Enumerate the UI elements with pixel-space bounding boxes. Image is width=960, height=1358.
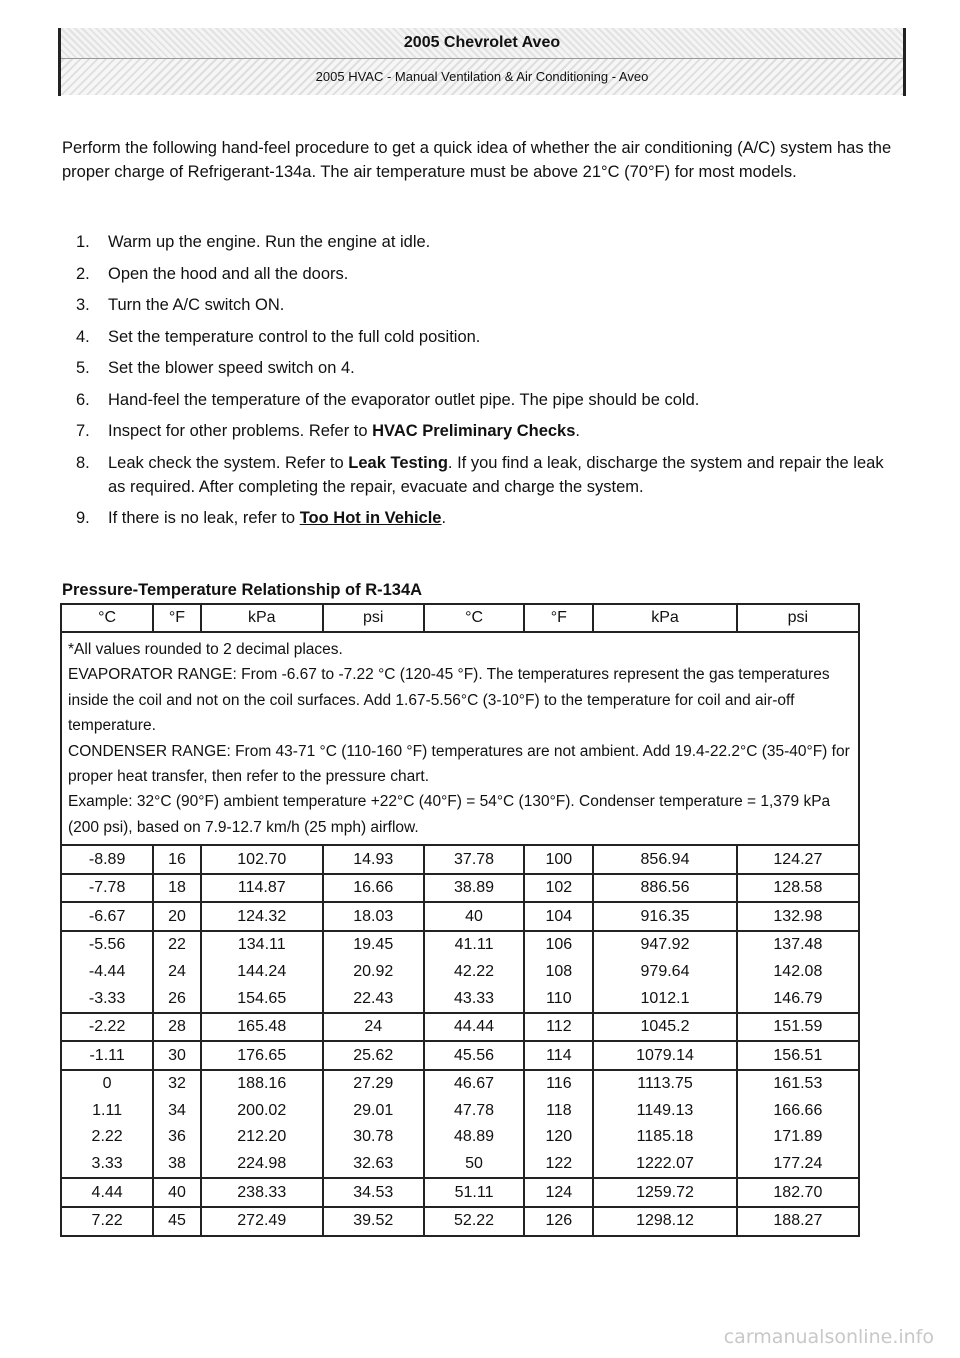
table-cell: 30.78 xyxy=(323,1124,424,1151)
table-cell: 124.32 xyxy=(201,902,323,931)
table-cell: 916.35 xyxy=(593,902,736,931)
table-row xyxy=(61,931,859,959)
table-row xyxy=(61,1124,859,1151)
table-cell: 165.48 xyxy=(201,1013,323,1042)
table-header-row xyxy=(61,604,859,632)
table-row xyxy=(61,845,859,874)
table-cell: 200.02 xyxy=(201,1098,323,1125)
table-cell: 124 xyxy=(524,1178,593,1207)
table-cell: 24 xyxy=(323,1013,424,1042)
step-text: Inspect for other problems. Refer to xyxy=(108,422,373,440)
table-cell: -3.33 xyxy=(61,985,153,1013)
table-cell: 116 xyxy=(524,1070,593,1098)
document-title: 2005 Chevrolet Aveo xyxy=(61,28,903,59)
table-cell: 134.11 xyxy=(201,931,323,959)
table-cell: 40 xyxy=(424,902,525,931)
table-cell: 102.70 xyxy=(201,845,323,874)
step-item xyxy=(62,230,892,254)
column-header: psi xyxy=(737,604,859,632)
table-cell: 128.58 xyxy=(737,874,859,903)
table-cell: 146.79 xyxy=(737,985,859,1013)
table-cell: 156.51 xyxy=(737,1041,859,1070)
table-cell: 45 xyxy=(153,1207,200,1236)
table-cell: 29.01 xyxy=(323,1098,424,1125)
column-header: psi xyxy=(323,604,424,632)
step-number: 8. xyxy=(76,453,90,472)
table-cell: 212.20 xyxy=(201,1124,323,1151)
table-row xyxy=(61,1151,859,1179)
table-cell: 18.03 xyxy=(323,902,424,931)
table-cell: 1079.14 xyxy=(593,1041,736,1070)
table-cell: 34.53 xyxy=(323,1178,424,1207)
table-cell: 238.33 xyxy=(201,1178,323,1207)
step-item xyxy=(62,325,892,349)
table-cell: 104 xyxy=(524,902,593,931)
table-row xyxy=(61,902,859,931)
table-row xyxy=(61,1178,859,1207)
table-cell: 886.56 xyxy=(593,874,736,903)
step-number: 2. xyxy=(76,264,90,283)
step-item xyxy=(62,419,892,443)
table-cell: 122 xyxy=(524,1151,593,1179)
step-number: 6. xyxy=(76,390,90,409)
step-item xyxy=(62,506,892,530)
step-number: 9. xyxy=(76,509,90,527)
table-cell: 1045.2 xyxy=(593,1013,736,1042)
table-cell: 38.89 xyxy=(424,874,525,903)
table-cell: 34 xyxy=(153,1098,200,1125)
table-cell: 979.64 xyxy=(593,959,736,986)
table-cell: -2.22 xyxy=(61,1013,153,1042)
table-cell: -5.56 xyxy=(61,931,153,959)
table-cell: 126 xyxy=(524,1207,593,1236)
table-cell: 142.08 xyxy=(737,959,859,986)
table-cell: 20.92 xyxy=(323,959,424,986)
table-cell: 46.67 xyxy=(424,1070,525,1098)
table-cell: 132.98 xyxy=(737,902,859,931)
table-cell: 43.33 xyxy=(424,985,525,1013)
table-cell: 100 xyxy=(524,845,593,874)
table-cell: 182.70 xyxy=(737,1178,859,1207)
table-cell: -1.11 xyxy=(61,1041,153,1070)
column-header: °C xyxy=(424,604,525,632)
table-cell: 144.24 xyxy=(201,959,323,986)
document-header xyxy=(58,28,906,96)
table-cell: 47.78 xyxy=(424,1098,525,1125)
table-cell: 20 xyxy=(153,902,200,931)
watermark: carmanualsonline.info xyxy=(723,1326,934,1348)
step-text: Open the hood and all the doors. xyxy=(108,264,349,283)
step-text: Hand-feel the temperature of the evaporator outlet pipe. The pipe should be cold. xyxy=(108,390,700,409)
table-cell: 22.43 xyxy=(323,985,424,1013)
table-cell: 50 xyxy=(424,1151,525,1179)
table-row xyxy=(61,1070,859,1098)
table-cell: 108 xyxy=(524,959,593,986)
table-cell: -6.67 xyxy=(61,902,153,931)
table-cell: 36 xyxy=(153,1124,200,1151)
table-cell: 16.66 xyxy=(323,874,424,903)
table-cell: 1185.18 xyxy=(593,1124,736,1151)
table-cell: 102 xyxy=(524,874,593,903)
step-number: 3. xyxy=(76,296,90,314)
table-cell: 44.44 xyxy=(424,1013,525,1042)
step-text: Set the blower speed switch on 4. xyxy=(108,359,355,377)
table-cell: 1012.1 xyxy=(593,985,736,1013)
table-cell: 120 xyxy=(524,1124,593,1151)
table-cell: 38 xyxy=(153,1151,200,1179)
table-cell: 188.27 xyxy=(737,1207,859,1236)
step-text: Leak check the system. Refer to xyxy=(108,453,349,472)
table-cell: 0 xyxy=(61,1070,153,1098)
step-text: . xyxy=(441,509,447,527)
note-line: *All values rounded to 2 decimal places. xyxy=(68,641,343,658)
note-line: Example: 32°C (90°F) ambient temperature +22°C (40°F) = 54°C (130°F). Condenser temperature = 1,379 kPa (200 psi), based on 7.9-12.7 km/h (25 mph) airflow. xyxy=(68,793,831,836)
step-item xyxy=(62,262,892,286)
step-text: Set the temperature control to the full cold position. xyxy=(108,327,481,346)
step-text: Turn the A/C switch ON. xyxy=(108,296,285,314)
table-cell: 124.27 xyxy=(737,845,859,874)
column-header: kPa xyxy=(593,604,736,632)
table-cell: 1259.72 xyxy=(593,1178,736,1207)
note-line: EVAPORATOR RANGE: From -6.67 to -7.22 °C (120-45 °F). The temperatures represent the gas temperatures inside the coil and not on the coil surfaces. Add 1.67-5.56°C (3-10°F) to the temperature for coil and air-off temperature. xyxy=(68,666,830,735)
step-text: . xyxy=(575,422,580,440)
table-cell: 224.98 xyxy=(201,1151,323,1179)
step-item xyxy=(62,451,892,499)
table-cell: 154.65 xyxy=(201,985,323,1013)
table-cell: 1.11 xyxy=(61,1098,153,1125)
table-cell: 114.87 xyxy=(201,874,323,903)
table-cell: 176.65 xyxy=(201,1041,323,1070)
table-cell: 14.93 xyxy=(323,845,424,874)
table-cell: 52.22 xyxy=(424,1207,525,1236)
table-cell: 45.56 xyxy=(424,1041,525,1070)
step-number: 1. xyxy=(76,233,90,251)
pressure-temperature-table xyxy=(60,603,860,1237)
table-cell: 114 xyxy=(524,1041,593,1070)
table-cell: 48.89 xyxy=(424,1124,525,1151)
table-cell: 16 xyxy=(153,845,200,874)
table-cell: 110 xyxy=(524,985,593,1013)
table-cell: 51.11 xyxy=(424,1178,525,1207)
table-cell: 42.22 xyxy=(424,959,525,986)
table-cell: 3.33 xyxy=(61,1151,153,1179)
table-note xyxy=(61,632,859,845)
step-text: . If you find a leak, discharge the system and repair the leak as required. After completing the repair, evacuate and charge the system. xyxy=(108,453,884,496)
table-row xyxy=(61,1098,859,1125)
leak-testing-link[interactable]: Leak Testing xyxy=(348,453,448,472)
step-number: 5. xyxy=(76,359,90,377)
table-row xyxy=(61,874,859,903)
table-row xyxy=(61,959,859,986)
table-cell: -7.78 xyxy=(61,874,153,903)
table-cell: 166.66 xyxy=(737,1098,859,1125)
too-hot-in-vehicle-link[interactable]: Too Hot in Vehicle xyxy=(299,509,442,527)
step-item xyxy=(62,356,892,380)
table-cell: 137.48 xyxy=(737,931,859,959)
table-cell: 37.78 xyxy=(424,845,525,874)
table-cell: 39.52 xyxy=(323,1207,424,1236)
step-number: 7. xyxy=(76,422,90,440)
table-cell: 272.49 xyxy=(201,1207,323,1236)
table-cell: 26 xyxy=(153,985,200,1013)
step-text: If there is no leak, refer to xyxy=(108,509,300,527)
table-cell: 41.11 xyxy=(424,931,525,959)
table-cell: 188.16 xyxy=(201,1070,323,1098)
table-cell: 856.94 xyxy=(593,845,736,874)
step-item xyxy=(62,388,892,412)
table-note-row xyxy=(61,632,859,845)
table-cell: 22 xyxy=(153,931,200,959)
column-header: °C xyxy=(61,604,153,632)
table-cell: 118 xyxy=(524,1098,593,1125)
step-text: Warm up the engine. Run the engine at idle. xyxy=(108,233,431,251)
table-cell: 19.45 xyxy=(323,931,424,959)
table-cell: 947.92 xyxy=(593,931,736,959)
table-cell: 18 xyxy=(153,874,200,903)
hvac-preliminary-checks-link[interactable]: HVAC Preliminary Checks xyxy=(372,422,576,440)
table-cell: -8.89 xyxy=(61,845,153,874)
table-cell: 171.89 xyxy=(737,1124,859,1151)
table-row xyxy=(61,985,859,1013)
table-cell: 40 xyxy=(153,1178,200,1207)
table-cell: 4.44 xyxy=(61,1178,153,1207)
table-row xyxy=(61,1207,859,1236)
table-title: Pressure-Temperature Relationship of R-134A xyxy=(62,581,423,599)
table-row xyxy=(61,1013,859,1042)
column-header: °F xyxy=(153,604,200,632)
table-cell: 32.63 xyxy=(323,1151,424,1179)
table-cell: -4.44 xyxy=(61,959,153,986)
table-cell: 151.59 xyxy=(737,1013,859,1042)
table-cell: 161.53 xyxy=(737,1070,859,1098)
table-cell: 177.24 xyxy=(737,1151,859,1179)
table-cell: 1149.13 xyxy=(593,1098,736,1125)
table-cell: 30 xyxy=(153,1041,200,1070)
table-cell: 1222.07 xyxy=(593,1151,736,1179)
procedure-steps xyxy=(62,230,892,538)
table-cell: 2.22 xyxy=(61,1124,153,1151)
intro-paragraph: Perform the following hand-feel procedure to get a quick idea of whether the air conditioning (A/C) system has the proper charge of Refrigerant-134a. The air temperature must be above 21°C (70°F) for most models. xyxy=(62,139,892,181)
table-cell: 1113.75 xyxy=(593,1070,736,1098)
document-subtitle: 2005 HVAC - Manual Ventilation & Air Conditioning - Aveo xyxy=(61,59,903,95)
column-header: °F xyxy=(524,604,593,632)
table-cell: 32 xyxy=(153,1070,200,1098)
table-cell: 25.62 xyxy=(323,1041,424,1070)
column-header: kPa xyxy=(201,604,323,632)
table-cell: 24 xyxy=(153,959,200,986)
table-cell: 112 xyxy=(524,1013,593,1042)
step-number: 4. xyxy=(76,327,90,346)
table-row xyxy=(61,1041,859,1070)
table-cell: 7.22 xyxy=(61,1207,153,1236)
step-item xyxy=(62,293,892,317)
note-line: CONDENSER RANGE: From 43-71 °C (110-160 °F) temperatures are not ambient. Add 19.4-22.2°C (35-40°F) for proper heat transfer, then refer to the pressure chart. xyxy=(68,742,850,786)
table-cell: 1298.12 xyxy=(593,1207,736,1236)
table-cell: 106 xyxy=(524,931,593,959)
table-cell: 27.29 xyxy=(323,1070,424,1098)
table-cell: 28 xyxy=(153,1013,200,1042)
